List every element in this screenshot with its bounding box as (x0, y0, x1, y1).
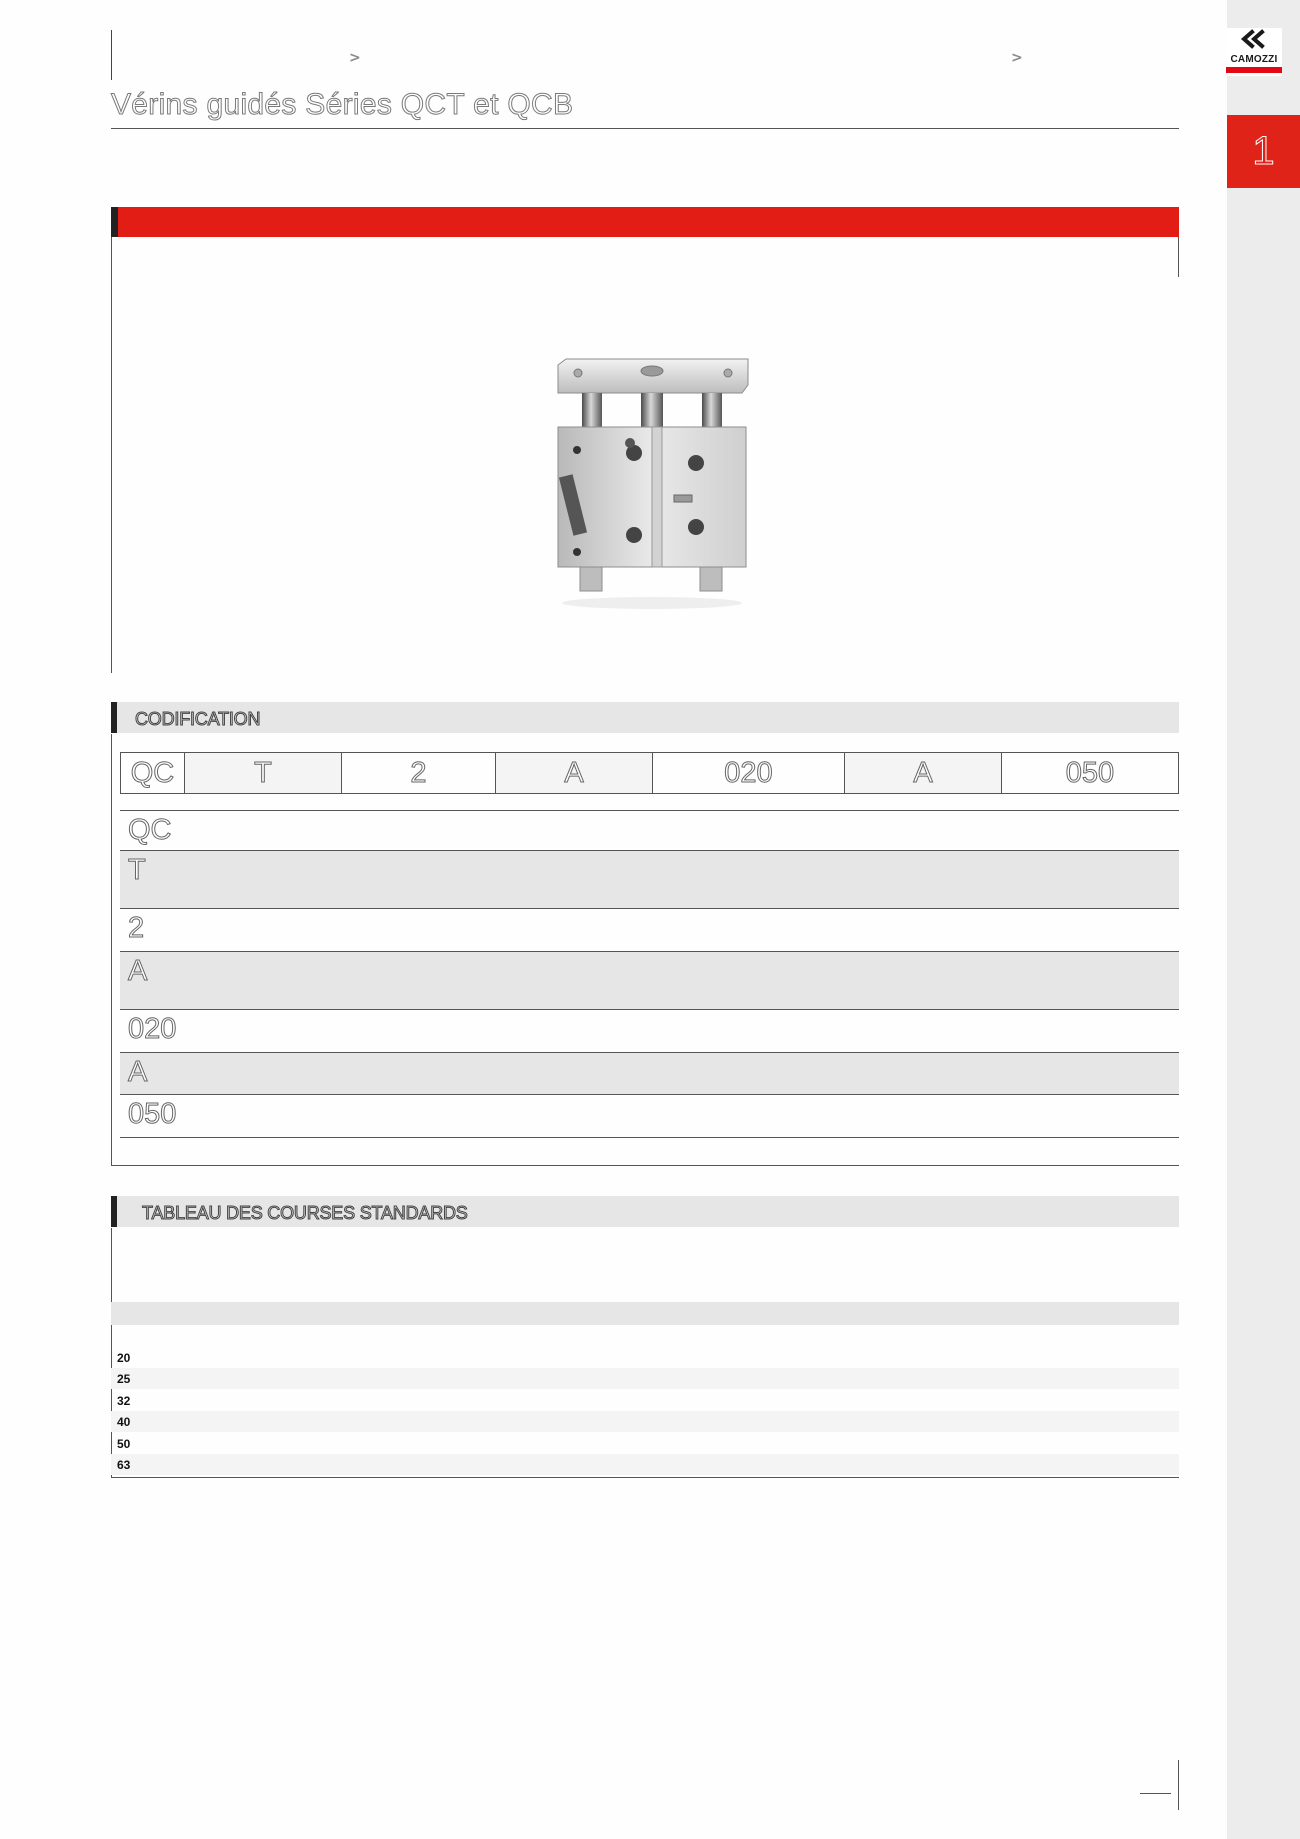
code-segment: A (844, 753, 1001, 793)
bore-value: 40 (117, 1415, 131, 1429)
strokes-frame-bottom (111, 1477, 1179, 1478)
guided-cylinder-image (552, 355, 752, 615)
definition-code: 2 (128, 912, 145, 944)
bore-value: 32 (117, 1394, 131, 1408)
table-row (111, 1390, 1179, 1411)
section-accent (111, 207, 118, 237)
table-row (111, 1368, 1179, 1389)
definition-code: 050 (128, 1098, 177, 1130)
footer-rule (1140, 1793, 1171, 1794)
definition-row (120, 851, 1179, 909)
definition-code: A (128, 1056, 148, 1088)
header-divider (111, 30, 112, 80)
codification-header (111, 702, 1179, 733)
page-title: Vérins guidés Séries QCT et QCB (111, 88, 574, 121)
codification-heading: CODIFICATION (135, 709, 261, 729)
chapter-number: 1 (1252, 129, 1275, 173)
strokes-header (111, 1196, 1179, 1227)
section-frame-right (1178, 237, 1179, 277)
definition-code: QC (128, 814, 172, 846)
breadcrumb-separator: > (1011, 50, 1023, 66)
bore-value: 50 (117, 1437, 131, 1451)
footer-divider (1178, 1760, 1179, 1810)
camozzi-mark-icon (1226, 28, 1282, 56)
code-segment: 020 (652, 753, 844, 793)
table-row (111, 1433, 1179, 1454)
definition-code: T (128, 854, 146, 886)
code-segment: A (495, 753, 652, 793)
strokes-heading: TABLEAU DES COURSES STANDARDS (142, 1203, 468, 1223)
code-segment: 050 (1001, 753, 1179, 793)
product-title-band (118, 207, 1179, 237)
code-segment: 2 (341, 753, 495, 793)
camozzi-logo[interactable] (1226, 28, 1282, 76)
title-rule (111, 128, 1179, 129)
bore-value: 20 (117, 1351, 131, 1365)
definition-row (120, 811, 1179, 851)
chapter-tab[interactable] (1227, 115, 1300, 188)
definition-code: 020 (128, 1013, 177, 1045)
bore-value: 25 (117, 1372, 131, 1386)
logo-red-bar (1226, 67, 1282, 73)
strokes-table-header (111, 1302, 1179, 1325)
breadcrumb-separator: > (349, 50, 361, 66)
code-segment: QC (120, 753, 184, 793)
right-sidebar (1227, 0, 1300, 1839)
definition-row (120, 952, 1179, 1010)
table-row (111, 1454, 1179, 1475)
section-accent (111, 702, 117, 733)
section-frame-left (111, 237, 112, 673)
logo-wordmark: CAMOZZI (1230, 54, 1278, 65)
codification-frame-bottom (111, 1165, 1179, 1166)
definition-row (120, 1053, 1179, 1095)
bore-value: 63 (117, 1458, 131, 1472)
definition-row (120, 1010, 1179, 1053)
table-row (111, 1411, 1179, 1432)
definition-row (120, 1095, 1179, 1138)
table-row (111, 1347, 1179, 1368)
definition-code: A (128, 955, 148, 987)
codification-frame-left (111, 734, 112, 1166)
code-segment: T (184, 753, 341, 793)
example-code-table (120, 752, 1179, 794)
definition-row (120, 909, 1179, 952)
section-accent (111, 1196, 117, 1227)
